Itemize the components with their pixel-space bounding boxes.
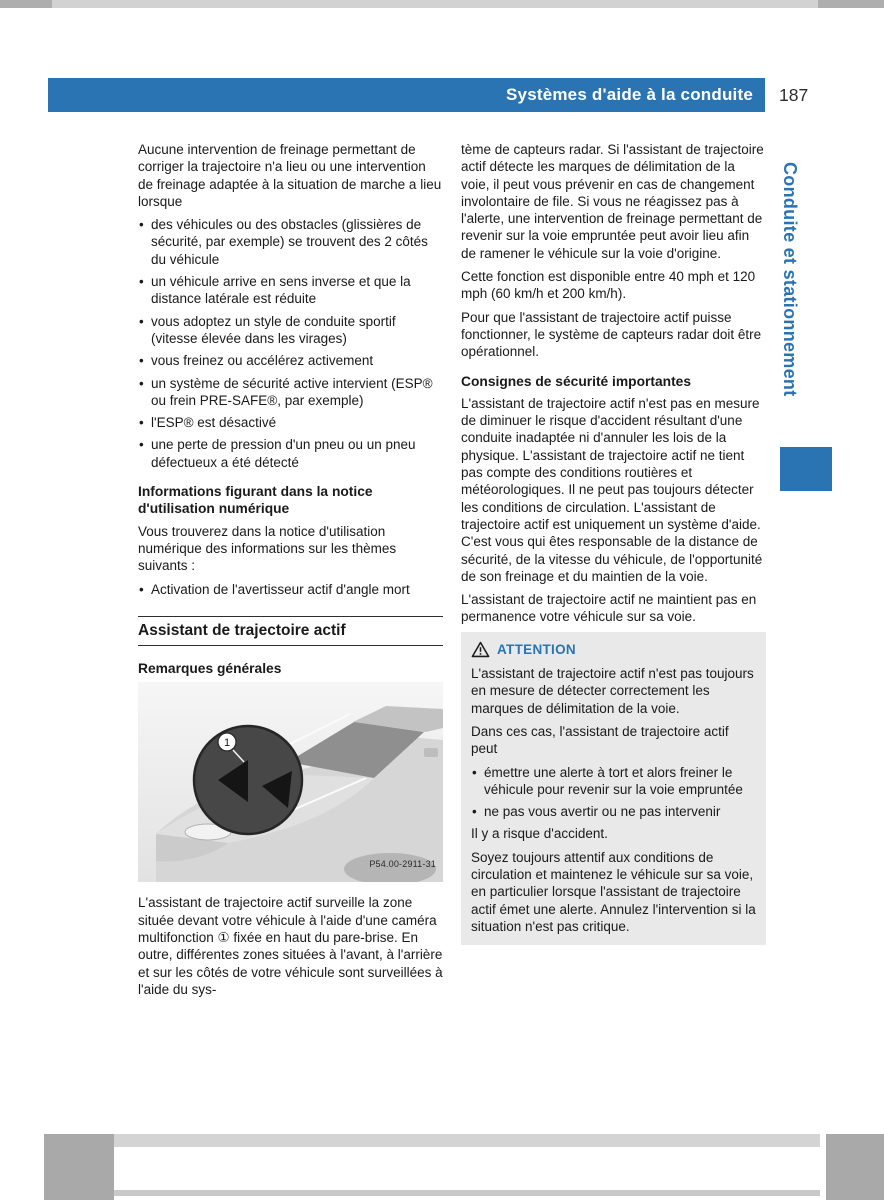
- conditions-list: [138, 216, 443, 471]
- figure-part-number: P54.00-2911-31: [369, 859, 436, 870]
- list-item: • vous freinez ou accélérez activement: [138, 352, 443, 369]
- list-item: • ne pas vous avertir ou ne pas intervenir: [471, 803, 756, 820]
- left-column: [138, 141, 443, 1004]
- section-heading: Assistant de trajectoire actif: [138, 616, 443, 646]
- digital-notice-heading: Informations figurant dans la notice d'utilisation numérique: [138, 484, 373, 517]
- page-edge-top: [0, 0, 884, 8]
- page-title: Systèmes d'aide à la conduite: [506, 85, 753, 104]
- list-item: • l'ESP® est désactivé: [138, 414, 443, 431]
- car-mirror: [424, 748, 438, 757]
- warning-label: ATTENTION: [497, 641, 576, 657]
- chapter-tab-label: Conduite et stationnement: [780, 162, 800, 397]
- list-item: • des véhicules ou des obstacles (glissières de sécurité, par exemple) se trouvent des 2 côtés du véhicule: [138, 216, 443, 268]
- safety-paragraph: L'assistant de trajectoire actif ne maintient pas en permanence votre véhicule sur sa voie.: [461, 592, 757, 625]
- camera-paragraph: L'assistant de trajectoire actif surveille la zone située devant votre véhicule à l'aide d'une caméra multifonction ① fixée en haut du pare-brise. En outre, différentes zones situées à l'avant, à l'arrière et sur les côtés de votre véhicule sont surveillées à l'aide du sys-: [138, 895, 443, 997]
- warning-paragraph: Dans ces cas, l'assistant de trajectoire actif peut: [471, 723, 729, 757]
- page-edge-bottom-left: [44, 1134, 114, 1200]
- warning-paragraph: L'assistant de trajectoire actif n'est pas toujours en mesure de détecter correctement les marques de délimitation de la voie.: [471, 666, 754, 716]
- header-bar: [48, 78, 765, 112]
- page-edge-bottom: [114, 1134, 820, 1147]
- page-edge-bottom-right: [826, 1134, 884, 1200]
- figure-camera-location: [138, 682, 443, 882]
- intro-paragraph: Aucune intervention de freinage permettant de corriger la trajectoire n'a lieu ou une intervention de freinage adaptée à la situation de marche a lieu lorsque: [138, 142, 442, 209]
- chapter-tab-marker: [780, 447, 832, 491]
- list-item: • un système de sécurité active intervient (ESP® ou frein PRE-SAFE®, par exemple): [138, 375, 443, 410]
- radar-paragraph: tème de capteurs radar. Si l'assistant de trajectoire actif détecte les marques de délimitation de la voie, il peut vous prévenir en cas de changement involontaire de file. Si vous ne réagissez pas à l'alerte, une intervention de freinage permettant de revenir sur la voie empruntée peut avoir lieu afin de ramener le véhicule sur la voie d'origine.: [461, 142, 764, 261]
- digital-notice-intro: Vous trouverez dans la notice d'utilisation numérique des informations sur les thèmes suivants :: [138, 523, 397, 574]
- list-item: • une perte de pression d'un pneu ou un pneu défectueux a été détecté: [138, 436, 443, 471]
- list-item: • un véhicule arrive en sens inverse et que la distance latérale est réduite: [138, 273, 443, 308]
- speed-paragraph: Cette fonction est disponible entre 40 mph et 120 mph (60 km/h et 200 km/h).: [461, 269, 756, 302]
- right-column: [461, 141, 766, 1004]
- page-edge-bottom-line: [114, 1190, 820, 1196]
- subsection-heading: Remarques générales: [138, 661, 282, 677]
- warning-triangle-icon: [471, 641, 490, 658]
- list-item: • vous adoptez un style de conduite sportif (vitesse élevée dans les virages): [138, 313, 443, 348]
- warning-list: [471, 764, 756, 821]
- page-content: [138, 141, 766, 1004]
- radar-condition-paragraph: Pour que l'assistant de trajectoire actif puisse fonctionner, le système de capteurs radar doit être opérationnel.: [461, 309, 762, 360]
- callout-number: 1: [223, 737, 231, 750]
- warning-paragraph: Il y a risque d'accident.: [471, 826, 608, 842]
- warning-box: [461, 632, 766, 945]
- page-number: 187: [779, 84, 809, 105]
- list-item: • émettre une alerte à tort et alors freiner le véhicule pour revenir sur la voie empruntée: [471, 764, 756, 799]
- car-photo-illustration: [138, 682, 443, 882]
- warning-paragraph: Soyez toujours attentif aux conditions de circulation et maintenez le véhicule sur sa voie, en particulier lorsque l'assistant de trajectoire actif émet une alerte. Annulez l'intervention si la situation n'est pas critique.: [471, 849, 756, 934]
- warning-header: [471, 641, 756, 658]
- digital-notice-list: [138, 581, 443, 598]
- safety-heading: Consignes de sécurité importantes: [461, 373, 692, 389]
- safety-paragraph: L'assistant de trajectoire actif n'est pas en mesure de diminuer le risque d'accident résultant d'une conduite inadaptée ni d'annuler les lois de la physique. L'assistant de trajectoire actif ne tient pas compte des conditions routières et météorologiques. Il ne peut pas toujours détecter les conditions de circulation. L'assistant de trajectoire actif est uniquement un système d'aide. C'est vous qui êtes responsable de la distance de sécurité, de la vitesse du véhicule, de l'opportunité de son freinage et du maintien de la voie.: [461, 395, 763, 584]
- list-item: • Activation de l'avertisseur actif d'angle mort: [138, 581, 443, 598]
